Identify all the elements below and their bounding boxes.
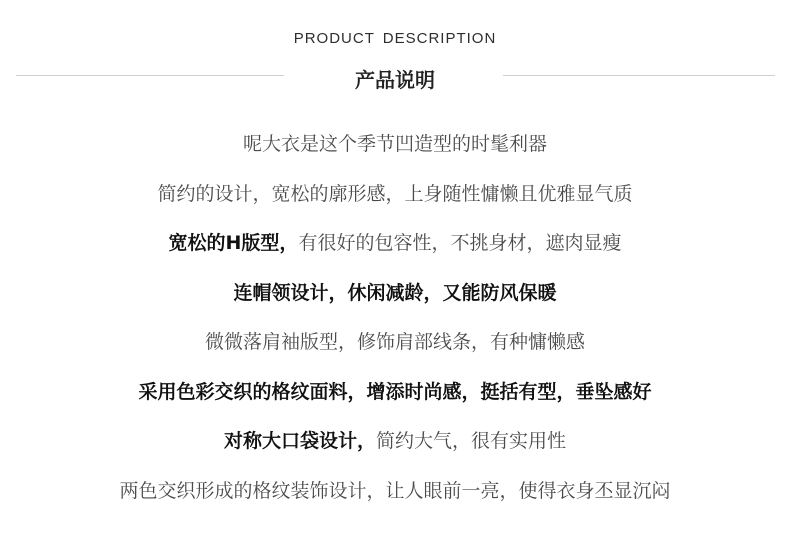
description-header	[0, 0, 790, 100]
description-line-8	[0, 472, 790, 522]
description-line-3	[0, 224, 790, 274]
description-line-4	[0, 274, 790, 324]
description-line-5	[0, 323, 790, 373]
line-text: 呢大衣是这个季节凹造型的时髦利器	[242, 133, 547, 155]
line-text-bold: 宽松的H版型，	[168, 232, 299, 254]
line-text-bold: 连帽领设计，休闲减龄，又能防风保暖	[233, 281, 557, 304]
line-text-bold: 对称大口袋设计，	[223, 430, 376, 452]
line-text: 简约的设计，宽松的廓形感，上身随性慵懒且优雅显气质	[157, 182, 633, 205]
description-lines	[0, 125, 790, 521]
line-text: 微微落肩袖版型，修饰肩部线条，有种慵懒感	[204, 331, 585, 353]
divider-right	[503, 75, 775, 76]
line-text: 简约大气，很有实用性	[376, 430, 567, 452]
description-line-2	[0, 175, 790, 225]
description-line-7	[0, 422, 790, 472]
line-text-bold: 采用色彩交织的格纹面料，增添时尚感，挺括有型，垂坠感好	[138, 380, 652, 403]
line-text: 两色交织形成的格纹装饰设计，让人眼前一亮，使得衣身丕显沉闷	[119, 479, 671, 502]
description-line-1	[0, 125, 790, 175]
line-text: 有很好的包容性，不挑身材，遮肉显瘦	[298, 232, 622, 254]
section-title: 产品说明	[355, 68, 435, 92]
section-subtitle: PRODUCT DESCRIPTION	[293, 30, 497, 47]
description-line-6	[0, 373, 790, 423]
